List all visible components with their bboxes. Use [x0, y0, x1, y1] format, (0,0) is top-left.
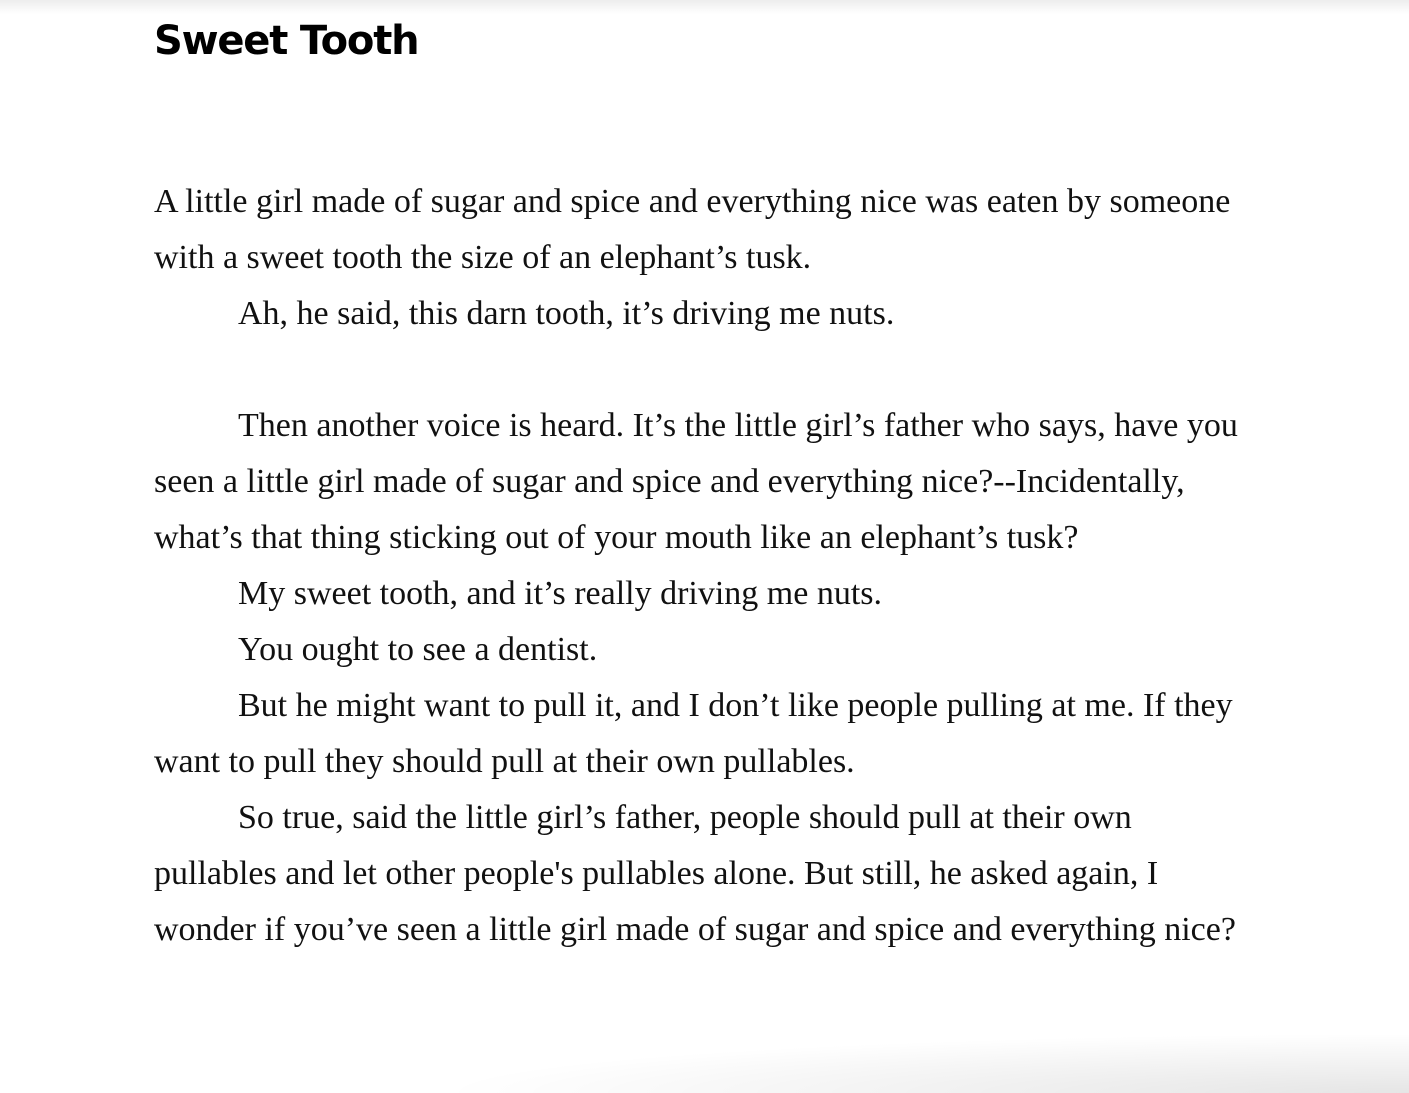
document-title: Sweet Tooth — [154, 18, 419, 64]
paragraph-5: You ought to see a dentist. — [238, 631, 598, 668]
story-body — [154, 174, 1254, 958]
page-curl-shadow — [430, 1033, 1409, 1093]
paragraph-7: So true, said the little girl’s father, people should pull at their own pullables and let other people's pullables alone. But still, he asked again, I wonder if you’ve seen a little girl made of sugar and spice and everything nice? — [154, 799, 1236, 948]
paragraph-4: My sweet tooth, and it’s really driving me nuts. — [238, 575, 883, 612]
paragraph-6: But he might want to pull it, and I don’t like people pulling at me. If they want to pull they should pull at their own pullables. — [154, 687, 1233, 780]
paragraph-2: Ah, he said, this darn tooth, it’s driving me nuts. — [238, 295, 895, 332]
paragraph-1: A little girl made of sugar and spice and everything nice was eaten by someone with a sweet tooth the size of an elephant’s tusk. — [154, 183, 1231, 276]
top-edge-shadow — [0, 0, 1409, 14]
paragraph-3: Then another voice is heard. It’s the little girl’s father who says, have you seen a little girl made of sugar and spice and everything nice?--Incidentally, what’s that thing sticking out of your mouth like an elephant’s tusk? — [154, 407, 1238, 556]
